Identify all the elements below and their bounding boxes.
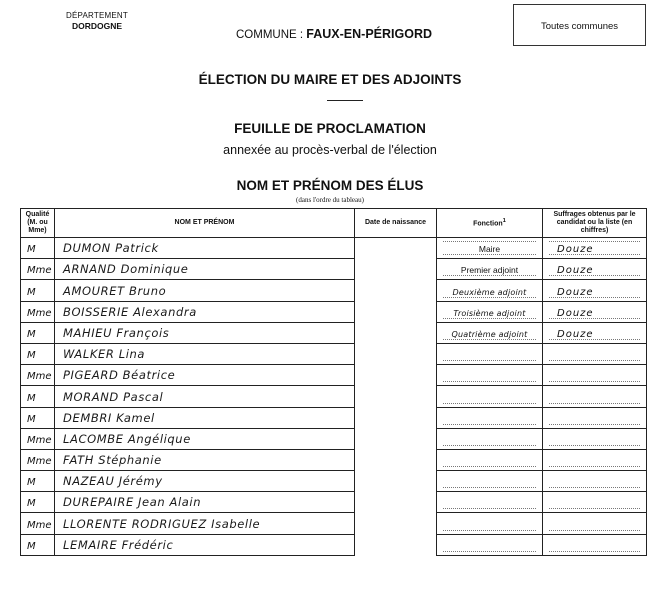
elected-table bbox=[20, 208, 647, 556]
civility-value: M bbox=[27, 392, 36, 404]
department-name: DORDOGNE bbox=[71, 21, 123, 31]
main-title: ÉLECTION DU MAIRE ET DES ADJOINTS bbox=[198, 72, 462, 87]
name-cell bbox=[55, 471, 355, 492]
header-name: NOM ET PRÉNOM bbox=[55, 209, 355, 238]
civility-value: M bbox=[27, 286, 36, 298]
elected-name: NAZEAU Jérémy bbox=[63, 474, 163, 489]
civility-cell bbox=[21, 492, 55, 513]
votes-value: Douze bbox=[557, 265, 594, 277]
function-value: Troisième adjoint bbox=[453, 308, 526, 318]
elected-name: BOISSERIE Alexandra bbox=[63, 304, 197, 319]
function-cell bbox=[437, 471, 543, 492]
commune-line bbox=[236, 27, 432, 41]
votes-cell bbox=[543, 301, 647, 322]
votes-cell bbox=[543, 471, 647, 492]
civility-value: M bbox=[27, 498, 36, 510]
table-row bbox=[21, 322, 647, 343]
birth-date-cell bbox=[355, 471, 437, 492]
function-cell bbox=[437, 365, 543, 386]
elected-name: MAHIEU François bbox=[63, 325, 170, 340]
name-cell bbox=[55, 301, 355, 322]
votes-cell bbox=[543, 238, 647, 259]
department-block bbox=[54, 10, 140, 32]
elected-name: LACOMBE Angélique bbox=[63, 431, 191, 446]
votes-cell bbox=[543, 322, 647, 343]
elected-name: ARNAND Dominique bbox=[63, 262, 189, 277]
civility-value: Mme bbox=[27, 265, 52, 277]
votes-cell bbox=[543, 428, 647, 449]
table-row bbox=[21, 428, 647, 449]
votes-cell bbox=[543, 407, 647, 428]
votes-cell bbox=[543, 534, 647, 555]
header-function-label: Fonction bbox=[473, 220, 503, 228]
civility-value: Mme bbox=[27, 434, 52, 446]
civility-cell bbox=[21, 322, 55, 343]
department-label: DÉPARTEMENT bbox=[66, 11, 128, 20]
civility-cell bbox=[21, 259, 55, 280]
header-civility: Qualité (M. ou Mme) bbox=[21, 209, 55, 238]
elected-name: DUMON Patrick bbox=[63, 241, 159, 256]
elected-name: FATH Stéphanie bbox=[63, 453, 162, 468]
table-row bbox=[21, 534, 647, 555]
corner-box bbox=[513, 4, 646, 46]
name-cell bbox=[55, 428, 355, 449]
table-row bbox=[21, 238, 647, 259]
table-row bbox=[21, 492, 647, 513]
name-cell bbox=[55, 238, 355, 259]
votes-cell bbox=[543, 280, 647, 301]
name-cell bbox=[55, 513, 355, 534]
civility-cell bbox=[21, 365, 55, 386]
table-row bbox=[21, 301, 647, 322]
function-value: Quatrième adjoint bbox=[451, 329, 528, 339]
elected-name: WALKER Lina bbox=[63, 347, 146, 362]
name-cell bbox=[55, 322, 355, 343]
birth-date-cell bbox=[355, 301, 437, 322]
table-row bbox=[21, 449, 647, 470]
header-birth: Date de naissance bbox=[355, 209, 437, 238]
civility-cell bbox=[21, 343, 55, 364]
elected-name: PIGEARD Béatrice bbox=[63, 368, 176, 383]
birth-date-cell bbox=[355, 238, 437, 259]
function-cell bbox=[437, 343, 543, 364]
table-row bbox=[21, 407, 647, 428]
birth-date-cell bbox=[355, 280, 437, 301]
votes-cell bbox=[543, 449, 647, 470]
name-cell bbox=[55, 407, 355, 428]
name-cell bbox=[55, 280, 355, 301]
elected-name: DUREPAIRE Jean Alain bbox=[63, 495, 202, 510]
civility-value: Mme bbox=[27, 307, 52, 319]
civility-value: M bbox=[27, 477, 36, 489]
birth-date-cell bbox=[355, 407, 437, 428]
function-cell bbox=[437, 513, 543, 534]
function-cell bbox=[437, 492, 543, 513]
birth-date-cell bbox=[355, 513, 437, 534]
civility-cell bbox=[21, 386, 55, 407]
function-cell bbox=[437, 259, 543, 280]
civility-value: M bbox=[27, 350, 36, 362]
function-cell bbox=[437, 534, 543, 555]
table-row bbox=[21, 259, 647, 280]
name-cell bbox=[55, 492, 355, 513]
civility-value: Mme bbox=[27, 519, 52, 531]
votes-cell bbox=[543, 343, 647, 364]
birth-date-cell bbox=[355, 259, 437, 280]
list-note: (dans l'ordre du tableau) bbox=[296, 196, 364, 204]
votes-value: Douze bbox=[557, 328, 594, 340]
birth-date-cell bbox=[355, 428, 437, 449]
civility-value: Mme bbox=[27, 456, 52, 468]
civility-cell bbox=[21, 428, 55, 449]
function-value: Maire bbox=[478, 244, 501, 255]
votes-cell bbox=[543, 386, 647, 407]
commune-name: FAUX-EN-PÉRIGORD bbox=[306, 27, 432, 41]
function-cell bbox=[437, 301, 543, 322]
birth-date-cell bbox=[355, 534, 437, 555]
votes-cell bbox=[543, 259, 647, 280]
table-row bbox=[21, 365, 647, 386]
name-cell bbox=[55, 343, 355, 364]
name-cell bbox=[55, 259, 355, 280]
table-row bbox=[21, 471, 647, 492]
birth-date-cell bbox=[355, 322, 437, 343]
table-header-row bbox=[21, 209, 647, 238]
civility-value: M bbox=[27, 540, 36, 552]
votes-cell bbox=[543, 365, 647, 386]
name-cell bbox=[55, 449, 355, 470]
name-cell bbox=[55, 365, 355, 386]
table-row bbox=[21, 513, 647, 534]
elected-name: DEMBRI Kamel bbox=[63, 410, 155, 425]
table-row bbox=[21, 343, 647, 364]
function-cell bbox=[437, 407, 543, 428]
votes-cell bbox=[543, 492, 647, 513]
corner-box-label: Toutes communes bbox=[540, 21, 619, 32]
elected-name: LEMAIRE Frédéric bbox=[63, 537, 174, 552]
civility-value: M bbox=[27, 328, 36, 340]
footnote-marker: 1 bbox=[502, 218, 506, 225]
function-value: Deuxième adjoint bbox=[452, 287, 527, 297]
function-cell bbox=[437, 322, 543, 343]
header-function bbox=[437, 209, 543, 238]
function-cell bbox=[437, 449, 543, 470]
votes-value: Douze bbox=[557, 286, 594, 298]
function-cell bbox=[437, 386, 543, 407]
civility-value: M bbox=[27, 244, 36, 256]
function-cell bbox=[437, 238, 543, 259]
votes-value: Douze bbox=[557, 244, 594, 256]
civility-cell bbox=[21, 280, 55, 301]
votes-cell bbox=[543, 513, 647, 534]
civility-value: Mme bbox=[27, 371, 52, 383]
elected-name: AMOURET Bruno bbox=[63, 283, 167, 298]
title-divider bbox=[327, 100, 363, 101]
table-row bbox=[21, 386, 647, 407]
birth-date-cell bbox=[355, 343, 437, 364]
function-cell bbox=[437, 428, 543, 449]
civility-cell bbox=[21, 301, 55, 322]
function-value: Premier adjoint bbox=[460, 265, 519, 276]
elected-name: LLORENTE RODRIGUEZ Isabelle bbox=[63, 516, 261, 531]
name-cell bbox=[55, 534, 355, 555]
birth-date-cell bbox=[355, 365, 437, 386]
birth-date-cell bbox=[355, 492, 437, 513]
elected-name: MORAND Pascal bbox=[63, 389, 164, 404]
sheet-title: FEUILLE DE PROCLAMATION bbox=[234, 121, 426, 136]
table-row bbox=[21, 280, 647, 301]
function-cell bbox=[437, 280, 543, 301]
civility-cell bbox=[21, 407, 55, 428]
sheet-subtitle: annexée au procès-verbal de l'élection bbox=[223, 143, 437, 157]
commune-label: COMMUNE : bbox=[236, 29, 304, 41]
civility-cell bbox=[21, 513, 55, 534]
birth-date-cell bbox=[355, 449, 437, 470]
civility-value: M bbox=[27, 413, 36, 425]
civility-cell bbox=[21, 449, 55, 470]
votes-value: Douze bbox=[557, 307, 594, 319]
civility-cell bbox=[21, 471, 55, 492]
birth-date-cell bbox=[355, 386, 437, 407]
name-cell bbox=[55, 386, 355, 407]
list-title: NOM ET PRÉNOM DES ÉLUS bbox=[236, 178, 424, 193]
header-votes: Suffrages obtenus par le candidat ou la liste (en chiffres) bbox=[543, 209, 647, 238]
civility-cell bbox=[21, 238, 55, 259]
civility-cell bbox=[21, 534, 55, 555]
